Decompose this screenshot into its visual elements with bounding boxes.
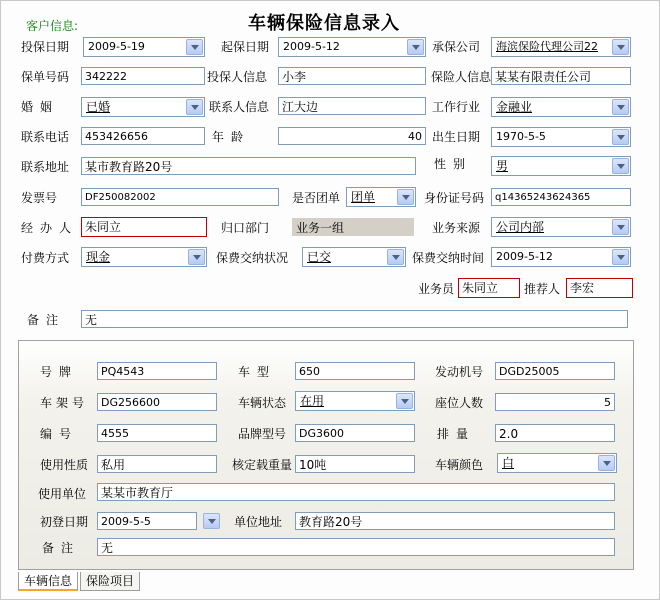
contact-info-input[interactable]: 江大边 (278, 97, 426, 115)
label-holder-info: 投保人信息 (207, 70, 268, 84)
label-unit: 使用单位 (38, 487, 87, 501)
label-unit-addr: 单位地址 (234, 515, 283, 529)
vehicle-remark-input[interactable]: 无 (97, 538, 615, 556)
label-marriage: 婚姻 (21, 100, 60, 114)
tb-date-dropdown-icon[interactable] (186, 39, 203, 55)
label-age: 年龄 (212, 130, 251, 144)
premium-time-dropdown-icon[interactable] (612, 249, 629, 265)
frame-no-input[interactable]: DG256600 (97, 393, 217, 411)
label-id-no: 身份证号码 (424, 191, 485, 205)
label-policy-no: 保单号码 (21, 70, 70, 84)
label-vehicle-remark: 备注 (42, 541, 81, 555)
qb-date-value: 2009-5-12 (283, 40, 340, 53)
vehicle-color-value: 白 (502, 456, 515, 470)
label-dept: 归口部门 (221, 221, 270, 235)
is-group-dropdown-icon[interactable] (397, 189, 414, 205)
holder-info-input[interactable]: 小李 (278, 67, 426, 85)
payment-value: 现金 (86, 250, 111, 264)
label-usage: 使用性质 (40, 458, 89, 472)
label-gender: 性别 (434, 157, 473, 171)
source-dropdown-icon[interactable] (612, 219, 629, 235)
premium-time-picker[interactable] (491, 247, 631, 267)
label-frame-no: 车架号 (40, 396, 89, 410)
label-phone: 联系电话 (21, 130, 70, 144)
label-engine-no: 发动机号 (435, 365, 484, 379)
load-input[interactable]: 10吨 (295, 455, 415, 473)
label-plate: 号牌 (40, 365, 79, 379)
label-color: 车辆颜色 (435, 458, 484, 472)
label-tb-date: 投保日期 (21, 40, 70, 54)
premium-status-value: 已交 (307, 250, 332, 264)
plate-input[interactable]: PQ4543 (97, 362, 217, 380)
reg-date-picker[interactable] (201, 511, 221, 531)
referrer-input[interactable]: 李宏 (566, 278, 633, 298)
label-model: 车型 (238, 365, 277, 379)
salesman-input[interactable]: 朱同立 (458, 278, 520, 298)
premium-status-select[interactable] (302, 247, 406, 267)
policy-no-input[interactable]: 342222 (81, 67, 205, 85)
reg-date-dropdown-icon[interactable] (203, 513, 220, 529)
label-contact-info: 联系人信息 (209, 100, 270, 114)
payment-dropdown-icon[interactable] (188, 249, 205, 265)
is-group-select[interactable] (346, 187, 416, 207)
unit-addr-input[interactable]: 教育路20号 (295, 512, 615, 530)
label-premium-time: 保费交纳时间 (412, 251, 485, 265)
code-input[interactable]: 4555 (97, 424, 217, 442)
industry-dropdown-icon[interactable] (612, 99, 629, 115)
label-brand: 品牌型号 (238, 427, 287, 441)
label-referrer: 推荐人 (524, 282, 561, 296)
insurer-select[interactable] (491, 37, 631, 57)
label-remark: 备注 (27, 313, 66, 327)
qb-date-picker[interactable] (278, 37, 426, 57)
payment-select[interactable] (81, 247, 207, 267)
vehicle-color-dropdown-icon[interactable] (598, 455, 615, 471)
qb-date-dropdown-icon[interactable] (407, 39, 424, 55)
form-title: 车辆保险信息录入 (248, 13, 400, 34)
tb-date-value: 2009-5-19 (88, 40, 145, 53)
age-input[interactable]: 40 (278, 127, 426, 145)
label-qb-date: 起保日期 (221, 40, 270, 54)
label-invoice-no: 发票号 (21, 191, 58, 205)
birth-date-dropdown-icon[interactable] (612, 129, 629, 145)
vehicle-status-dropdown-icon[interactable] (396, 393, 413, 409)
label-code: 编号 (40, 427, 79, 441)
label-industry: 工作行业 (432, 100, 481, 114)
remark-input[interactable]: 无 (81, 310, 628, 328)
label-address: 联系地址 (21, 160, 70, 174)
label-insurer: 承保公司 (432, 40, 481, 54)
label-source: 业务来源 (432, 221, 481, 235)
label-load: 核定载重量 (232, 458, 293, 472)
displacement-input[interactable]: 2.0 (495, 424, 615, 442)
insurer-dropdown-icon[interactable] (612, 39, 629, 55)
marriage-select[interactable] (81, 97, 205, 117)
industry-select[interactable] (491, 97, 631, 117)
brand-input[interactable]: DG3600 (295, 424, 415, 442)
gender-select[interactable] (491, 156, 631, 176)
insurer-value: 海滨保险代理公司22 (496, 40, 598, 53)
label-payment: 付费方式 (21, 251, 70, 265)
label-reg-date: 初登日期 (40, 515, 89, 529)
gender-value: 男 (496, 159, 509, 173)
id-no-input[interactable]: q14365243624365 (491, 188, 631, 206)
tab-vehicle-info[interactable]: 车辆信息 (18, 572, 78, 591)
birth-date-value: 1970-5-5 (496, 130, 546, 143)
invoice-no-input[interactable]: DF250082002 (81, 188, 279, 206)
label-premium-status: 保费交纳状况 (216, 251, 289, 265)
marriage-value: 已婚 (86, 100, 111, 114)
source-value: 公司内部 (496, 220, 545, 234)
label-handler: 经办人 (21, 221, 79, 235)
label-seats: 座位人数 (435, 396, 484, 410)
source-select[interactable] (491, 217, 631, 237)
vehicle-status-select[interactable] (295, 391, 415, 411)
unit-input[interactable]: 某某市教育厅 (97, 483, 615, 501)
label-is-group: 是否团单 (292, 191, 341, 205)
tab-insurance-items[interactable]: 保险项目 (80, 572, 140, 591)
premium-status-dropdown-icon[interactable] (387, 249, 404, 265)
gender-dropdown-icon[interactable] (612, 158, 629, 174)
is-group-value: 团单 (351, 190, 376, 204)
seats-input[interactable]: 5 (495, 393, 615, 411)
insured-info-input[interactable]: 某某有限责任公司 (491, 67, 631, 85)
dept-readonly-field: 业务一组 (292, 218, 414, 236)
phone-input[interactable]: 453426656 (81, 127, 205, 145)
handler-input[interactable]: 朱同立 (81, 217, 207, 237)
vehicle-status-value: 在用 (300, 394, 325, 408)
label-displacement: 排量 (437, 427, 476, 441)
marriage-dropdown-icon[interactable] (186, 99, 203, 115)
reg-date-input[interactable]: 2009-5-5 (97, 512, 197, 530)
usage-input[interactable]: 私用 (97, 455, 217, 473)
vehicle-color-select[interactable] (497, 453, 617, 473)
model-input[interactable]: 650 (295, 362, 415, 380)
birth-date-picker[interactable] (491, 127, 631, 147)
address-input[interactable]: 某市教育路20号 (81, 157, 416, 175)
industry-value: 金融业 (496, 100, 533, 114)
label-salesman: 业务员 (418, 282, 455, 296)
tb-date-picker[interactable] (83, 37, 205, 57)
engine-no-input[interactable]: DGD25005 (495, 362, 615, 380)
label-status: 车辆状态 (238, 396, 287, 410)
label-birth: 出生日期 (432, 130, 481, 144)
label-insured-info: 保险人信息 (431, 70, 492, 84)
customer-section-label: 客户信息: (26, 19, 79, 33)
premium-time-value: 2009-5-12 (496, 250, 553, 263)
